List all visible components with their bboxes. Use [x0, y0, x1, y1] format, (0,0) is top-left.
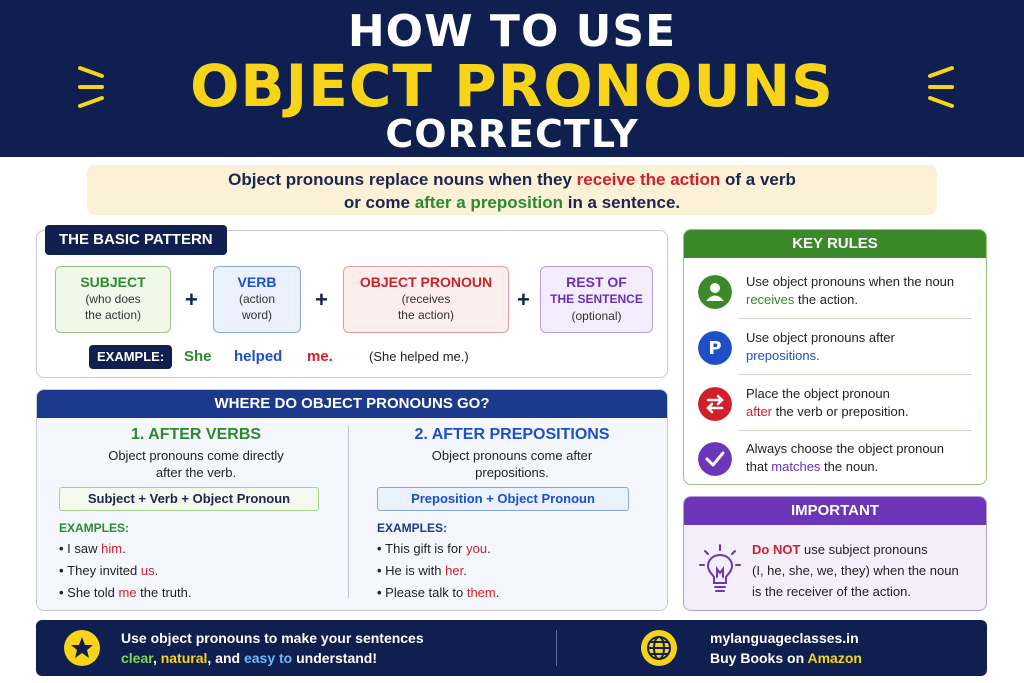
after-prepositions-column — [367, 426, 657, 604]
intro-line-2: or come after a preposition in a sentence. — [343, 193, 681, 212]
basic-pattern-panel — [36, 230, 668, 378]
example-subject: She — [184, 348, 212, 365]
list-item: • They invited us. — [59, 560, 341, 582]
list-item: • He is with her. — [377, 560, 657, 582]
amazon-link[interactable]: Amazon — [807, 650, 862, 666]
important-title: IMPORTANT — [684, 497, 986, 525]
after-prepositions-title: 2. AFTER PREPOSITIONS — [414, 426, 610, 443]
globe-icon — [641, 630, 677, 666]
after-prepositions-desc: Object pronouns come after prepositions. — [431, 448, 593, 480]
after-verbs-formula: Subject + Verb + Object Pronoun — [59, 487, 319, 511]
pattern-subject-box: SUBJECT (who does the action) — [55, 266, 171, 333]
list-item: • I saw him. — [59, 538, 341, 560]
after-verbs-title: 1. AFTER VERBS — [130, 426, 262, 443]
where-panel — [36, 389, 668, 611]
intro-highlight-preposition: after a preposition — [414, 193, 563, 212]
example-verb: helped — [234, 348, 283, 365]
checkmark-icon — [698, 442, 732, 476]
footer-divider — [556, 630, 557, 666]
example-note: (She helped me.) — [369, 349, 469, 364]
footer-website: mylanguageclasses.in Buy Books on Amazon — [710, 630, 862, 666]
column-divider — [348, 426, 349, 598]
list-item: • This gift is for you. — [377, 538, 657, 560]
after-prepositions-examples — [377, 538, 657, 604]
important-panel — [683, 496, 987, 611]
list-item: • She told me the truth. — [59, 582, 341, 604]
where-title: WHERE DO OBJECT PRONOUNS GO? — [37, 390, 667, 418]
sparkle-right-icon — [924, 62, 954, 112]
title-line-1: HOW TO USE — [347, 6, 677, 57]
example-object: me. — [307, 348, 333, 365]
key-rules-panel — [683, 229, 987, 485]
important-text: Do NOT use subject pronouns (I, he, she, we, they) when the noun is the receiver of the action. — [752, 542, 959, 599]
rule-item: P Use object pronouns after prepositions. — [684, 319, 986, 375]
examples-label: EXAMPLES: — [59, 521, 130, 535]
after-verbs-column — [51, 426, 341, 604]
header-banner — [0, 0, 1024, 157]
pattern-object-pronoun-box: OBJECT PRONOUN (receives the action) — [343, 266, 509, 333]
intro-highlight-receive: receive the action — [576, 170, 721, 189]
website-link[interactable]: mylanguageclasses.in — [710, 630, 859, 646]
after-verbs-examples — [59, 538, 341, 604]
svg-text:P: P — [708, 338, 722, 359]
rule-item: Place the object pronoun after the verb or preposition. — [684, 375, 986, 431]
swap-arrows-icon — [698, 387, 732, 421]
examples-label: EXAMPLES: — [377, 521, 448, 535]
list-item: • Please talk to them. — [377, 582, 657, 604]
after-verbs-desc: Object pronouns come directly after the verb. — [108, 448, 284, 480]
rule-item: Use object pronouns when the noun receives the action. — [684, 263, 986, 319]
plus-sign: + — [517, 287, 530, 312]
intro-definition — [87, 165, 937, 215]
star-icon — [64, 630, 100, 666]
example-badge: EXAMPLE: — [89, 345, 172, 369]
footer-tip: Use object pronouns to make your sentences clear, natural, and easy to understand! — [121, 630, 424, 666]
footer-banner — [36, 620, 987, 676]
intro-line-1: Object pronouns replace nouns when they receive the action of a verb — [228, 170, 796, 189]
plus-sign: + — [315, 287, 328, 312]
basic-pattern-title: THE BASIC PATTERN — [45, 225, 227, 255]
pattern-verb-box: VERB (action word) — [213, 266, 301, 333]
key-rules-title: KEY RULES — [684, 230, 986, 258]
plus-sign: + — [185, 287, 198, 312]
preposition-p-icon — [698, 331, 732, 365]
after-prepositions-formula: Preposition + Object Pronoun — [377, 487, 629, 511]
title-line-2: OBJECT PRONOUNS — [190, 52, 834, 120]
pattern-rest-box: REST OF THE SENTENCE (optional) — [540, 266, 653, 333]
rule-item: Always choose the object pronoun that matches the noun. — [684, 430, 986, 485]
lightbulb-icon — [698, 543, 742, 597]
person-icon — [698, 275, 732, 309]
title-line-3: CORRECTLY — [385, 112, 639, 156]
